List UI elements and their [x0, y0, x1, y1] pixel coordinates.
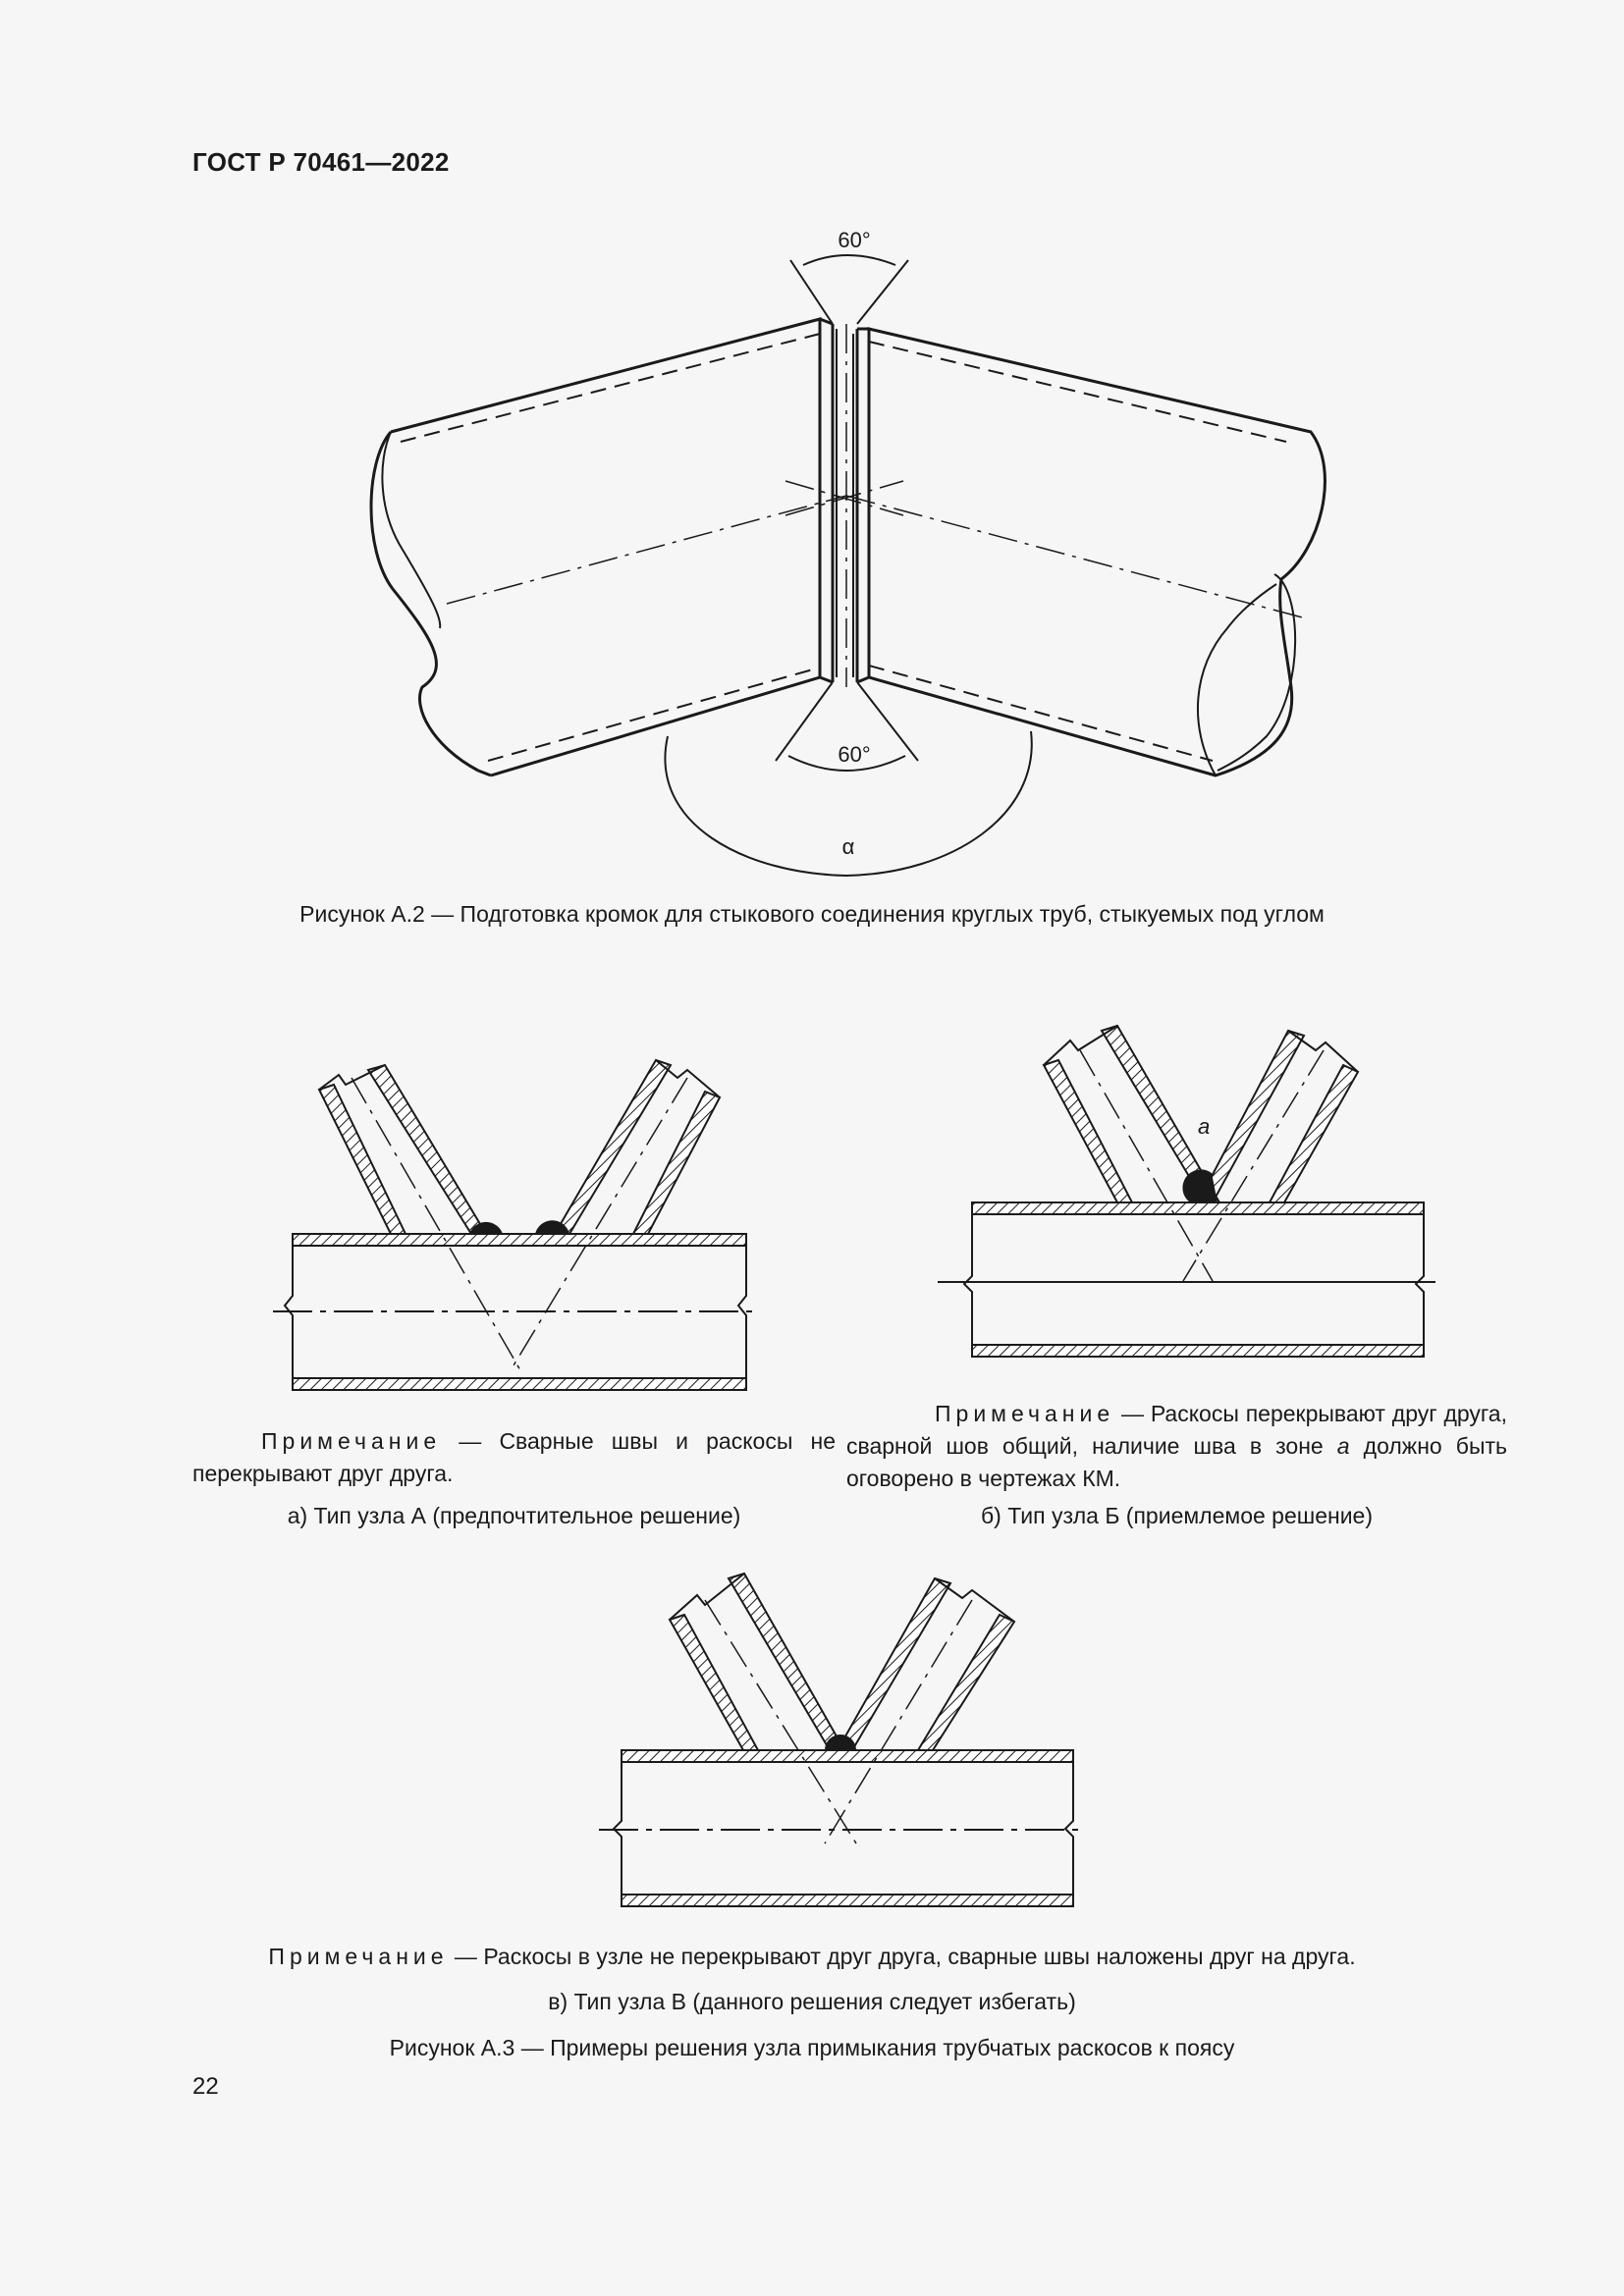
panel-b-note-label: Примечание: [935, 1401, 1115, 1426]
angle-top-label: 60°: [838, 228, 871, 252]
angle-bottom-label: 60°: [838, 742, 871, 767]
panel-b-note: [846, 1398, 1507, 1495]
panel-b-note-italic: а: [1336, 1433, 1350, 1459]
panel-b-note-text-1: — Раскосы перекрывают друг друга, сварной шов общий, наличие шва в зоне: [846, 1401, 1507, 1459]
page-number: 22: [192, 2073, 219, 2100]
panel-c-note-text: — Раскосы в узле не перекрывают друг друга, сварные швы наложены друг на друга.: [448, 1944, 1356, 1969]
figure-a3-panel-c-drawing: [599, 1574, 1085, 1906]
panel-c-note: [0, 1944, 1624, 1970]
figure-a3-panel-a-drawing: [273, 1060, 756, 1390]
panel-a-caption: а) Тип узла А (предпочтительное решение): [287, 1503, 741, 1528]
figure-a3-caption: Рисунок А.3 — Примеры решения узла примыкания трубчатых раскосов к поясу: [389, 2035, 1235, 2060]
panel-b-caption: б) Тип узла Б (приемлемое решение): [980, 1503, 1373, 1528]
figure-a2-caption: Рисунок А.2 — Подготовка кромок для стыкового соединения круглых труб, стыкуемых под углом: [299, 901, 1325, 927]
panel-a-note-label: Примечание: [261, 1428, 442, 1454]
panel-b-note-text-2: должно быть оговорено в чертежах КМ.: [846, 1433, 1507, 1491]
left-pipe-outline: [391, 319, 820, 775]
panel-c-note-label: Примечание: [268, 1944, 449, 1969]
zone-a-label: a: [1198, 1114, 1211, 1139]
page-header: ГОСТ Р 70461—2022: [192, 147, 450, 177]
angle-alpha-label: α: [841, 834, 855, 859]
figure-a3-panel-b-drawing: [938, 1026, 1435, 1357]
panel-c-caption: в) Тип узла В (данного решения следует избегать): [548, 1989, 1076, 2014]
panel-a-note: [192, 1425, 836, 1490]
panel-a-note-text: — Сварные швы и раскосы не перекрывают друг друга.: [192, 1428, 836, 1486]
